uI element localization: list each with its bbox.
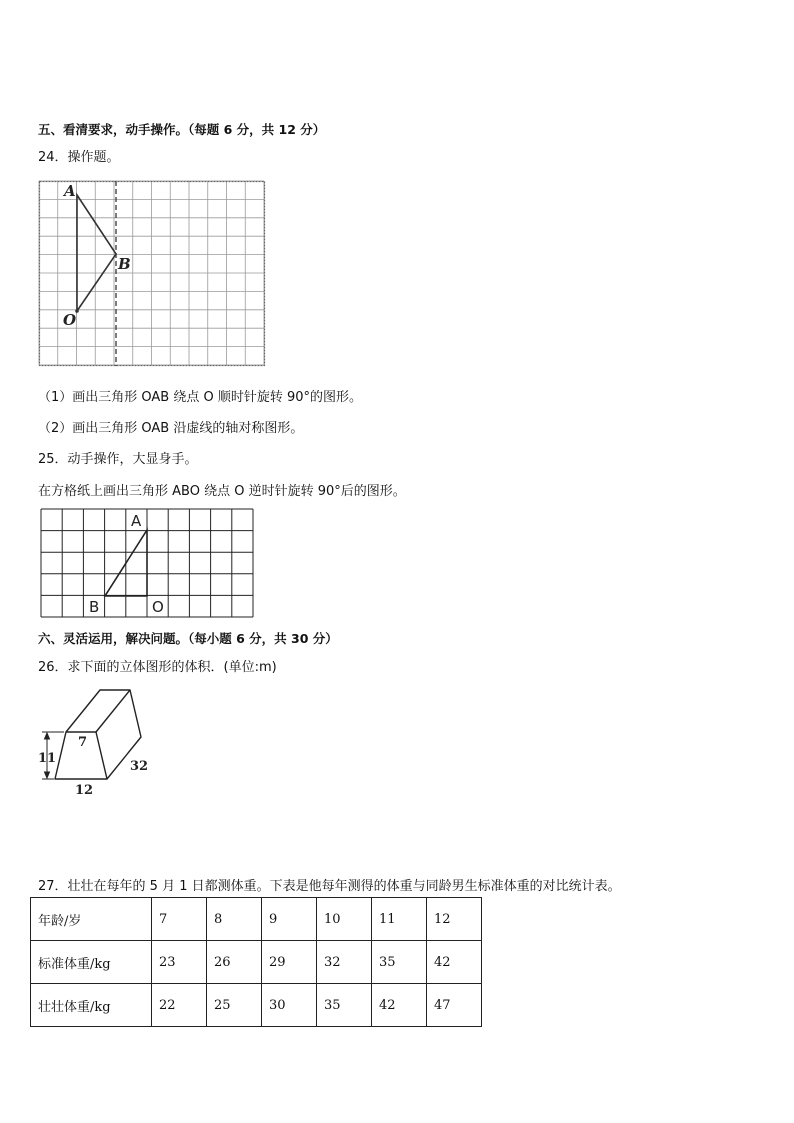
row-header: 标准体重/kg (31, 941, 152, 984)
table-row (31, 941, 482, 984)
q25-grid-figure (41, 509, 255, 619)
q24-part2: （2）画出三角形 OAB 沿虚线的轴对称图形。 (38, 421, 304, 436)
section-6-heading: 六、灵活运用，解决问题。（每小题 6 分，共 30 分） (38, 631, 338, 646)
q24-label-a: A (64, 182, 76, 200)
q25-instruction: 在方格纸上画出三角形 ABO 绕点 O 逆时针旋转 90°后的图形。 (38, 484, 406, 499)
q24-grid-lines (39, 181, 264, 365)
row-header: 年龄/岁 (31, 898, 152, 941)
table-cell: 23 (152, 941, 207, 984)
table-cell: 47 (427, 984, 482, 1027)
q25-label-a: A (131, 512, 142, 530)
q25-label-b: B (89, 598, 100, 616)
q25-label-o: O (152, 598, 164, 616)
q26-dim-height: 11 (38, 751, 57, 766)
q27-weight-table (30, 897, 482, 1027)
table-cell: 42 (372, 984, 427, 1027)
table-cell: 8 (207, 898, 262, 941)
q26-dim-top: 7 (78, 735, 88, 750)
q26-title: 26．求下面的立体图形的体积．(单位:m) (38, 660, 277, 675)
table-cell: 25 (207, 984, 262, 1027)
table-cell: 42 (427, 941, 482, 984)
q24-title: 24．操作题。 (38, 150, 120, 165)
table-cell: 32 (317, 941, 372, 984)
table-cell: 26 (207, 941, 262, 984)
q24-triangle-oab (77, 195, 116, 311)
q24-grid-figure (39, 181, 267, 369)
table-cell: 9 (262, 898, 317, 941)
table-cell: 22 (152, 984, 207, 1027)
q26-dim-length: 32 (130, 759, 149, 774)
row-header: 壮壮体重/kg (31, 984, 152, 1027)
table-cell: 35 (372, 941, 427, 984)
table-cell: 35 (317, 984, 372, 1027)
q25-title: 25．动手操作，大显身手。 (38, 452, 198, 467)
table-row (31, 898, 482, 941)
section-5-heading: 五、看清要求，动手操作。（每题 6 分，共 12 分） (38, 122, 326, 137)
q24-label-o: O (63, 311, 77, 329)
table-cell: 29 (262, 941, 317, 984)
q27-title: 27．壮壮在每年的 5 月 1 日都测体重。下表是他每年测得的体重与同龄男生标准体重的对比统计表。 (38, 879, 621, 894)
q26-top-face (66, 690, 130, 732)
q24-grid-border (40, 182, 265, 366)
table-cell: 10 (317, 898, 372, 941)
table-cell: 7 (152, 898, 207, 941)
table-cell: 12 (427, 898, 482, 941)
table-cell: 11 (372, 898, 427, 941)
table-cell: 30 (262, 984, 317, 1027)
q24-part1: （1）画出三角形 OAB 绕点 O 顺时针旋转 90°的图形。 (38, 390, 363, 405)
q24-label-b: B (118, 255, 131, 273)
q26-prism-figure (30, 690, 170, 800)
table-row (31, 984, 482, 1027)
q26-dim-bottom: 12 (75, 783, 94, 798)
